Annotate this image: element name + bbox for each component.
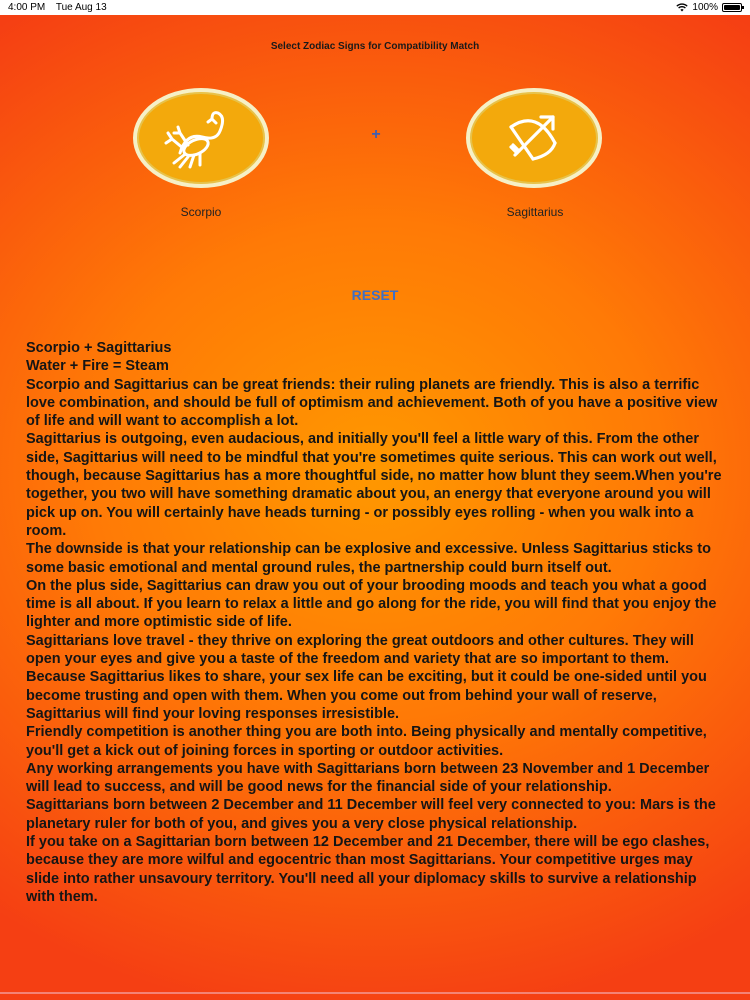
plus-operator: + xyxy=(371,126,381,143)
home-indicator-line xyxy=(0,992,750,994)
result-paragraph: Sagittarius is outgoing, even audacious, and initially you'll feel a little wary of this. From the other side, Sagittarius will need to be mindful that you're sometimes quite serious. This can work out well, though, because Sagittarius has a more thoughtful side, no matter how blunt they seem.When you're together, you two will have something dramatic about you, an energy that everyone around you will pick up on. You will certainly have heads turning - or possibly eyes rolling - when you walk into a room. xyxy=(26,431,722,539)
result-paragraph: Any working arrangements you have with Sagittarians born between 23 November and 1 December will lead to success, and will be good news for the financial side of your relationship. xyxy=(26,760,710,796)
sagittarius-label: Sagittarius xyxy=(506,205,564,219)
wifi-icon xyxy=(676,3,688,12)
result-paragraph: On the plus side, Sagittarius can draw you out of your brooding moods and teach you what a good time is all about. If you learn to relax a little and go along for the ride, you will find that you enjoy the lighter and more optimistic side of life. xyxy=(26,577,717,631)
status-time: 4:00 PM xyxy=(8,2,46,13)
result-elements: Water + Fire = Steam xyxy=(26,358,169,375)
battery-percent: 100% xyxy=(692,2,718,13)
result-paragraph: The downside is that your relationship can be explosive and excessive. Unless Sagittarius sticks to some basic emotional and mental ground rules, the partnership could burn itself out. xyxy=(26,541,711,576)
reset-button[interactable]: RESET xyxy=(351,287,399,303)
result-paragraph: Scorpio and Sagittarius can be great friends: their ruling planets are friendly. This is also a terrific love combination, and should be full of optimism and achievement. Both of you have a positive view of life and will want to accomplish a lot. xyxy=(26,376,718,430)
result-paragraph: If you take on a Sagittarian born between 12 December and 21 December, there will be ego clashes, because they are more wilful and egocentric than most Sagittarians. Your competitive urges may slide into rather unsavoury territory. You'll need all your diplomacy skills to survive a relationship with them. xyxy=(26,834,710,905)
scorpio-sign-button[interactable] xyxy=(133,88,269,188)
result-paragraph: Sagittarians born between 2 December and 11 December will feel very connected to you: Mars is the planetary ruler for both of you, and gives you a very close physical relationship. xyxy=(26,797,716,832)
sagittarius-sign-button[interactable] xyxy=(466,88,602,188)
battery-icon xyxy=(722,3,742,12)
status-bar xyxy=(0,0,750,15)
result-title: Scorpio + Sagittarius xyxy=(26,340,172,356)
bow-arrow-icon xyxy=(489,103,579,173)
result-paragraph: Because Sagittarius likes to share, your sex life can be exciting, but it could be one-sided until you become trusting and open with them. When you come out from behind your wall of reserve, Sagittarius will find your loving responses irresistible. xyxy=(26,669,707,722)
result-paragraph: Sagittarians love travel - they thrive on exploring the great outdoors and other cultures. They will open your eyes and give you a taste of the freedom and variety that are so important to them. xyxy=(26,632,694,668)
page-title: Select Zodiac Signs for Compatibility Match xyxy=(270,41,480,52)
compatibility-text xyxy=(26,339,726,906)
result-paragraph: Friendly competition is another thing you are both into. Being physically and mentally competitive, you'll get a kick out of joining forces in sporting or outdoor activities. xyxy=(26,724,707,759)
scorpion-icon xyxy=(156,103,246,173)
scorpio-label: Scorpio xyxy=(180,205,222,219)
status-date: Tue Aug 13 xyxy=(55,2,107,13)
